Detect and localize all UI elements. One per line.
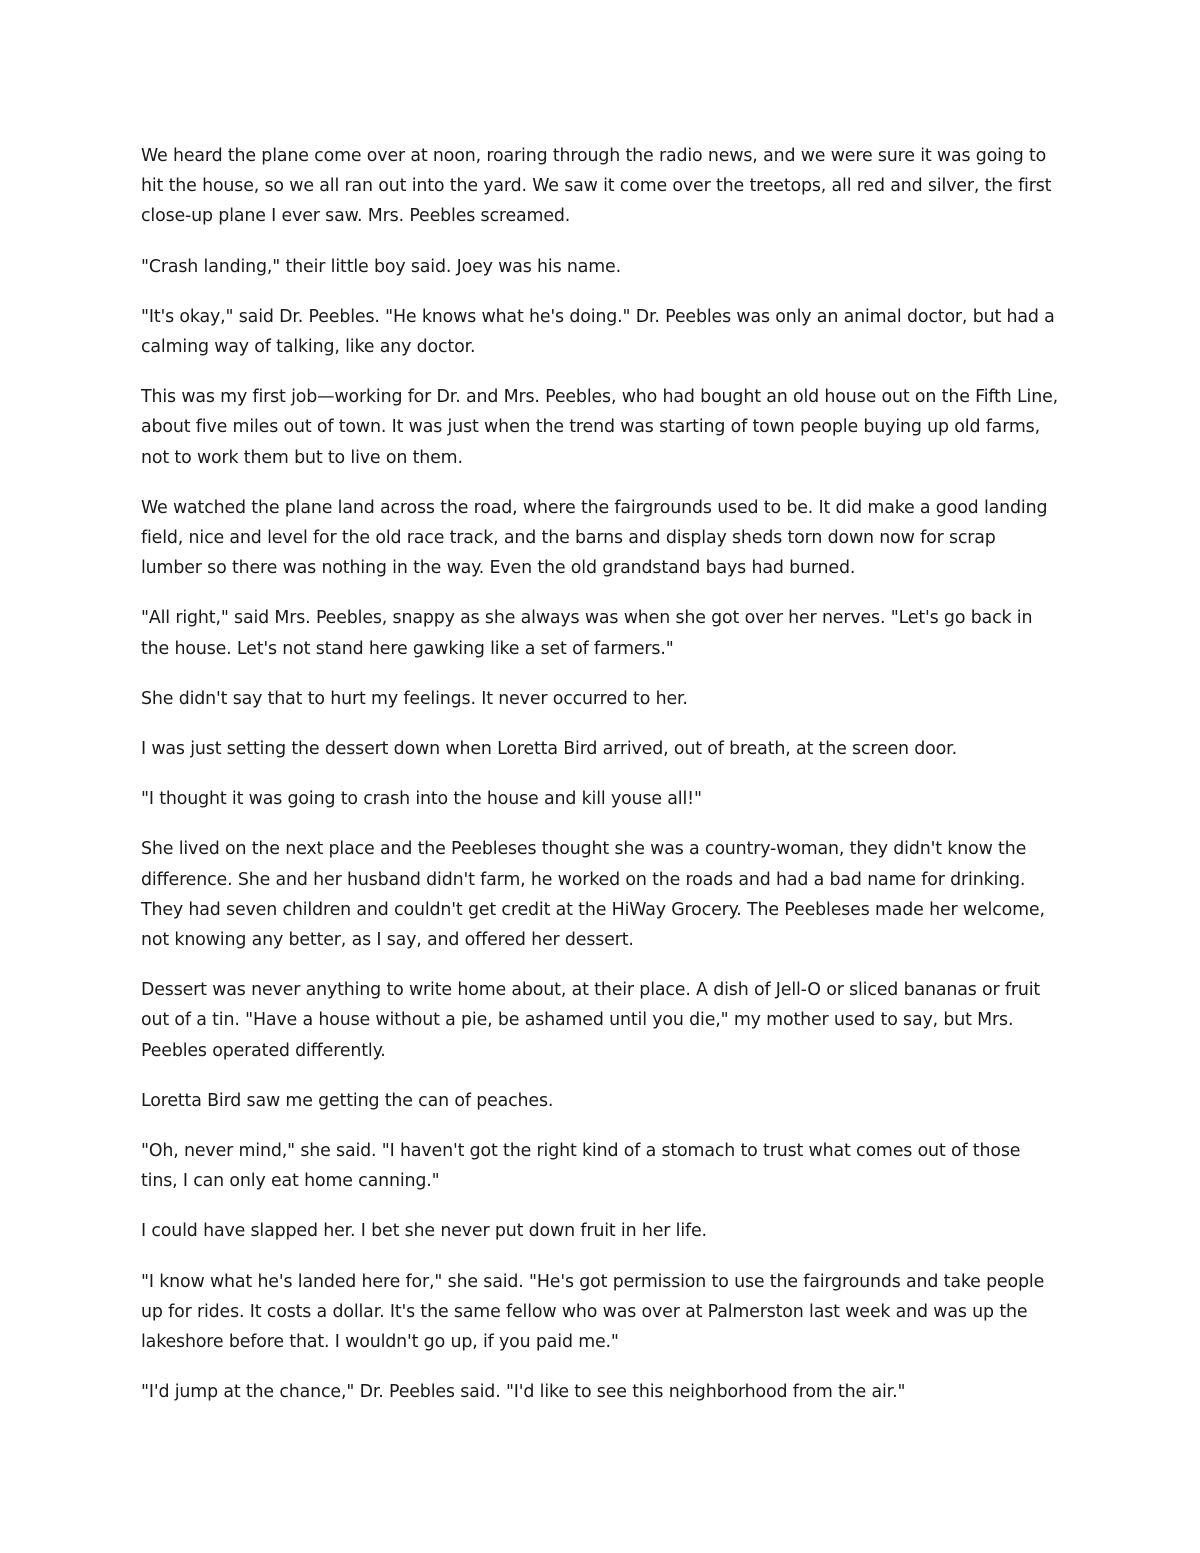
paragraph-2: "Crash landing," their little boy said. Joey was his name. (141, 256, 621, 277)
paragraph-9: "I thought it was going to crash into the house and kill youse all!" (141, 789, 702, 810)
paragraph-10: She lived on the next place and the Peebleses thought she was a country-woman, they didn't know the difference. She and her husband didn't farm, he worked on the roads and had a bad name for drinking. They had seven children and couldn't get credit at the HiWay Grocery. The Peebleses made her welcome, not knowing any better, as I say, and offered her dessert. (141, 839, 1045, 951)
paragraph-13: "Oh, never mind," she said. "I haven't got the right kind of a stomach to trust what comes out of those tins, I can only eat home canning." (141, 1141, 1021, 1192)
paragraph-16: "I'd jump at the chance," Dr. Peebles said. "I'd like to see this neighborhood from the air." (141, 1382, 906, 1403)
paragraph-14: I could have slapped her. I bet she never put down fruit in her life. (141, 1221, 707, 1242)
paragraph-7: She didn't say that to hurt my feelings. It never occurred to her. (141, 688, 688, 709)
paragraph-15: "I know what he's landed here for," she said. "He's got permission to use the fairgrounds and take people up for rides. It costs a dollar. It's the same fellow who was over at Palmerston last week and was up the lakeshore before that. I wouldn't go up, if you paid me." (141, 1271, 1045, 1353)
paragraph-11: Dessert was never anything to write home about, at their place. A dish of Jell-O or sliced bananas or fruit out of a tin. "Have a house without a pie, be ashamed until you die," my mother used to say, but Mrs. Peebles operated differently. (141, 980, 1041, 1061)
paragraph-8: I was just setting the dessert down when Loretta Bird arrived, out of breath, at the screen door. (141, 739, 957, 760)
paragraph-3: "It's okay," said Dr. Peebles. "He knows what he's doing." Dr. Peebles was only an animal doctor, but had a calming way of talking, like any doctor. (141, 306, 1055, 358)
paragraph-12: Loretta Bird saw me getting the can of peaches. (141, 1090, 554, 1111)
paragraph-1: We heard the plane come over at noon, roaring through the radio news, and we were sure it was going to hit the house, so we all ran out into the yard. We saw it come over the treetops, all red and silver, the first close-up plane I ever saw. Mrs. Peebles screamed. (141, 146, 1052, 227)
paragraph-4: This was my first job—working for Dr. and Mrs. Peebles, who had bought an old house out on the Fifth Line, about five miles out of town. It was just when the trend was starting of town people buying up old farms, not to work them but to live on them. (141, 387, 1058, 468)
paragraph-6: "All right," said Mrs. Peebles, snappy as she always was when she got over her nerves. "Let's go back in the house. Let's not stand here gawking like a set of farmers." (141, 608, 1033, 659)
paragraph-5: We watched the plane land across the road, where the fairgrounds used to be. It did make a good landing field, nice and level for the old race track, and the barns and display sheds torn down now for scrap lumber so there was nothing in the way. Even the old grandstand bays had burned. (141, 497, 1048, 579)
document-body (141, 141, 1061, 1428)
